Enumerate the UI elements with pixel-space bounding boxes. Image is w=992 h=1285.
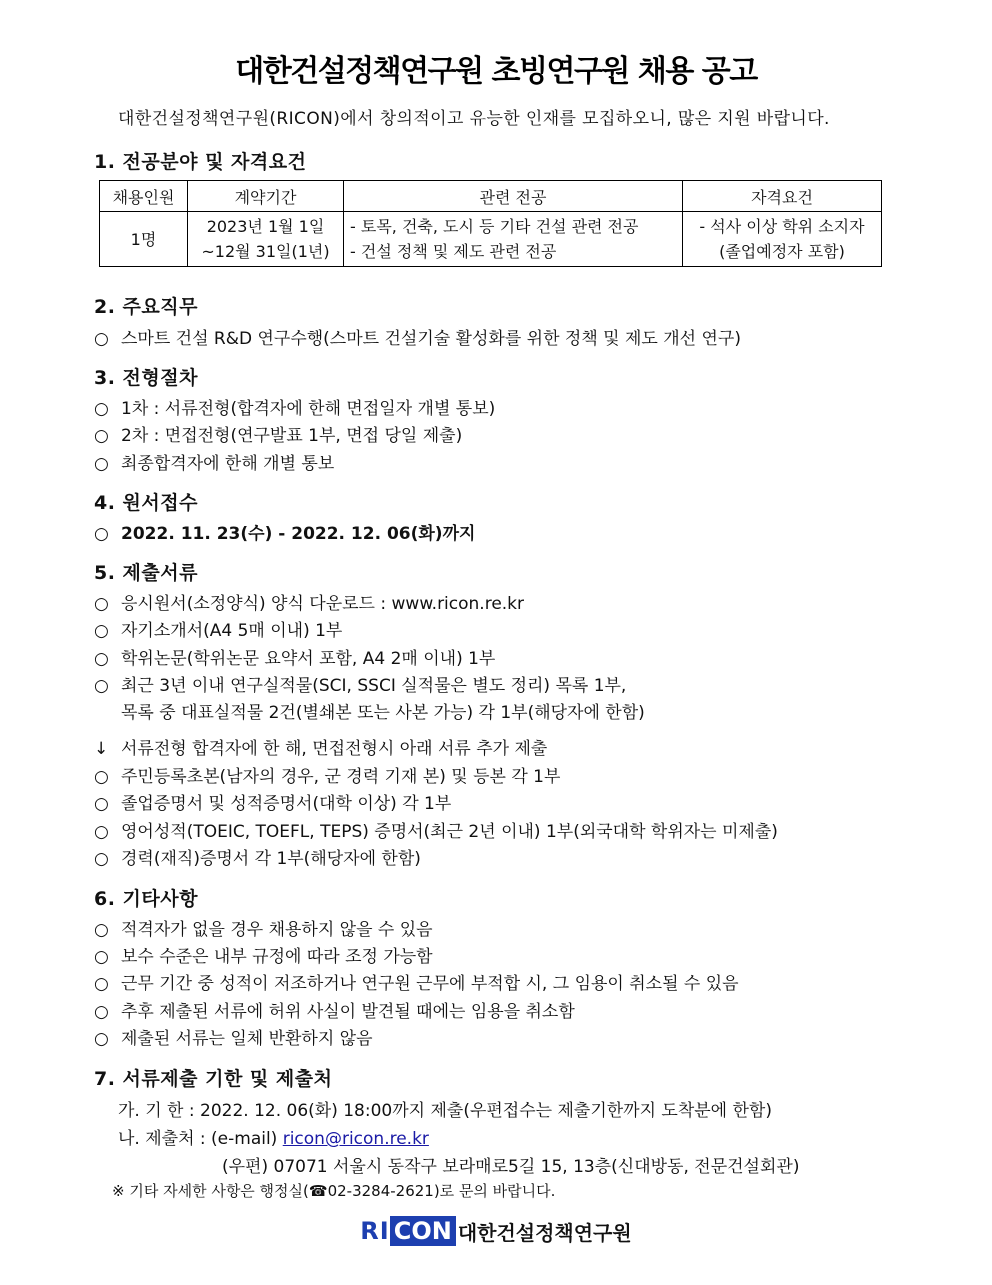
notice-title: 대한건설정책연구원 초빙연구원 채용 공고 <box>235 54 757 89</box>
major-line-2: - 건설 정책 및 제도 관련 전공 <box>350 242 557 261</box>
section-3-title: 3. 전형절차 <box>94 367 198 389</box>
list-item: ○ 주민등록초본(남자의 경우, 군 경력 기재 본) 및 등본 각 1부 <box>94 767 561 787</box>
list-item-continued: 목록 중 대표실적물 2건(별쇄본 또는 사본 가능) 각 1부(해당자에 한함) <box>121 703 645 723</box>
list-item: ○ 응시원서(소정양식) 양식 다운로드 : www.ricon.re.kr <box>94 594 525 614</box>
bullet-icon: ○ <box>94 399 109 419</box>
logo-org-name: 대한건설정책연구원 <box>457 1220 632 1245</box>
bullet-icon: ○ <box>94 1029 109 1049</box>
list-item: ○ 제출된 서류는 일체 반환하지 않음 <box>94 1029 373 1049</box>
application-period: ○ 2022. 11. 23(수) - 2022. 12. 06(화)까지 <box>94 524 476 544</box>
list-item: ○ 추후 제출된 서류에 허위 사실이 발견될 때에는 임용을 취소함 <box>94 1002 575 1022</box>
list-item: ○ 2차 : 면접전형(연구발표 1부, 면접 당일 제출) <box>94 426 463 446</box>
bullet-icon: ○ <box>94 849 109 869</box>
bullet-icon: ○ <box>94 920 109 940</box>
qual-line-2: (졸업예정자 포함) <box>719 242 845 261</box>
section-6-title: 6. 기타사항 <box>94 888 198 910</box>
logo-con: CON <box>390 1216 456 1246</box>
email-link[interactable]: ricon@ricon.re.kr <box>282 1129 429 1149</box>
deadline-line: 가. 기 한 : 2022. 12. 06(화) 18:00까지 제출(우편접수는 제출기한까지 도착분에 한함) <box>118 1101 772 1121</box>
bullet-icon: ○ <box>94 974 109 994</box>
header-major: 관련 전공 <box>344 181 683 212</box>
bullet-icon: ○ <box>94 767 109 787</box>
list-item: ○ 보수 수준은 내부 규정에 따라 조정 가능함 <box>94 947 433 967</box>
bullet-icon: ○ <box>94 947 109 967</box>
footer-logo <box>0 1216 992 1246</box>
bullet-icon: ○ <box>94 594 109 614</box>
list-item: ○ 영어성적(TOEIC, TOEFL, TEPS) 증명서(최근 2년 이내) 1부(외국대학 학위자는 미제출) <box>94 822 778 842</box>
list-item: ○ 1차 : 서류전형(합격자에 한해 면접일자 개별 통보) <box>94 399 496 419</box>
list-item: ○ 학위논문(학위논문 요약서 포함, A4 2매 이내) 1부 <box>94 649 496 669</box>
cell-major <box>344 212 683 267</box>
logo-ri: RI <box>360 1217 390 1245</box>
bullet-icon: ○ <box>94 649 109 669</box>
list-item: ○ 최종합격자에 한해 개별 통보 <box>94 454 335 474</box>
cell-qualification <box>683 212 882 267</box>
bullet-icon: ○ <box>94 1002 109 1022</box>
header-period: 계약기간 <box>188 181 344 212</box>
section-4-title: 4. 원서접수 <box>94 492 198 514</box>
table-row <box>100 212 882 267</box>
list-item: ○ 최근 3년 이내 연구실적물(SCI, SSCI 실적물은 별도 정리) 목록 1부, <box>94 676 627 696</box>
section-7-title: 7. 서류제출 기한 및 제출처 <box>94 1068 333 1090</box>
period-line-2: ~12월 31일(1년) <box>201 242 330 261</box>
section-2-title: 2. 주요직무 <box>94 296 198 318</box>
intro-text: 대한건설정책연구원(RICON)에서 창의적이고 유능한 인재를 모집하오니, 많은 지원 바랍니다. <box>118 109 830 129</box>
section-5-title: 5. 제출서류 <box>94 562 198 584</box>
submission-place-line: 나. 제출처 : (e-mail) ricon@ricon.re.kr <box>118 1129 429 1149</box>
list-item: ○ 근무 기간 중 성적이 저조하거나 연구원 근무에 부적합 시, 그 임용이 취소될 수 있음 <box>94 974 739 994</box>
major-line-1: - 토목, 건축, 도시 등 기타 건설 관련 전공 <box>350 217 639 236</box>
header-count: 채용인원 <box>100 181 188 212</box>
requirements-table <box>99 180 882 267</box>
cell-period <box>188 212 344 267</box>
bullet-icon: ○ <box>94 454 109 474</box>
bullet-icon: ○ <box>94 524 109 544</box>
list-item: ○ 경력(재직)증명서 각 1부(해당자에 한함) <box>94 849 421 869</box>
bullet-icon: ○ <box>94 621 109 641</box>
list-item: ○ 스마트 건설 R&D 연구수행(스마트 건설기술 활성화를 위한 정책 및 제도 개선 연구) <box>94 329 741 349</box>
cell-count: 1명 <box>100 212 188 267</box>
list-item: ○ 졸업증명서 및 성적증명서(대학 이상) 각 1부 <box>94 794 452 814</box>
table-header-row <box>100 181 882 212</box>
section-1-title: 1. 전공분야 및 자격요건 <box>94 151 307 173</box>
postal-address: (우편) 07071 서울시 동작구 보라매로5길 15, 13층(신대방동, 전문건설회관) <box>222 1157 800 1177</box>
list-item: ○ 자기소개서(A4 5매 이내) 1부 <box>94 621 343 641</box>
bullet-icon: ○ <box>94 426 109 446</box>
contact-note: ※ 기타 자세한 사항은 행정실(☎02-3284-2621)로 문의 바랍니다. <box>112 1182 556 1200</box>
bullet-icon: ○ <box>94 822 109 842</box>
additional-docs-note: ↓ 서류전형 합격자에 한 해, 면접전형시 아래 서류 추가 제출 <box>94 739 548 759</box>
qual-line-1: - 석사 이상 학위 소지자 <box>699 217 865 236</box>
bullet-icon: ○ <box>94 676 109 696</box>
bullet-icon: ○ <box>94 329 109 349</box>
arrow-down-icon: ↓ <box>94 739 109 759</box>
bullet-icon: ○ <box>94 794 109 814</box>
list-item: ○ 적격자가 없을 경우 채용하지 않을 수 있음 <box>94 920 433 940</box>
header-qualification: 자격요건 <box>683 181 882 212</box>
period-line-1: 2023년 1월 1일 <box>206 217 325 236</box>
